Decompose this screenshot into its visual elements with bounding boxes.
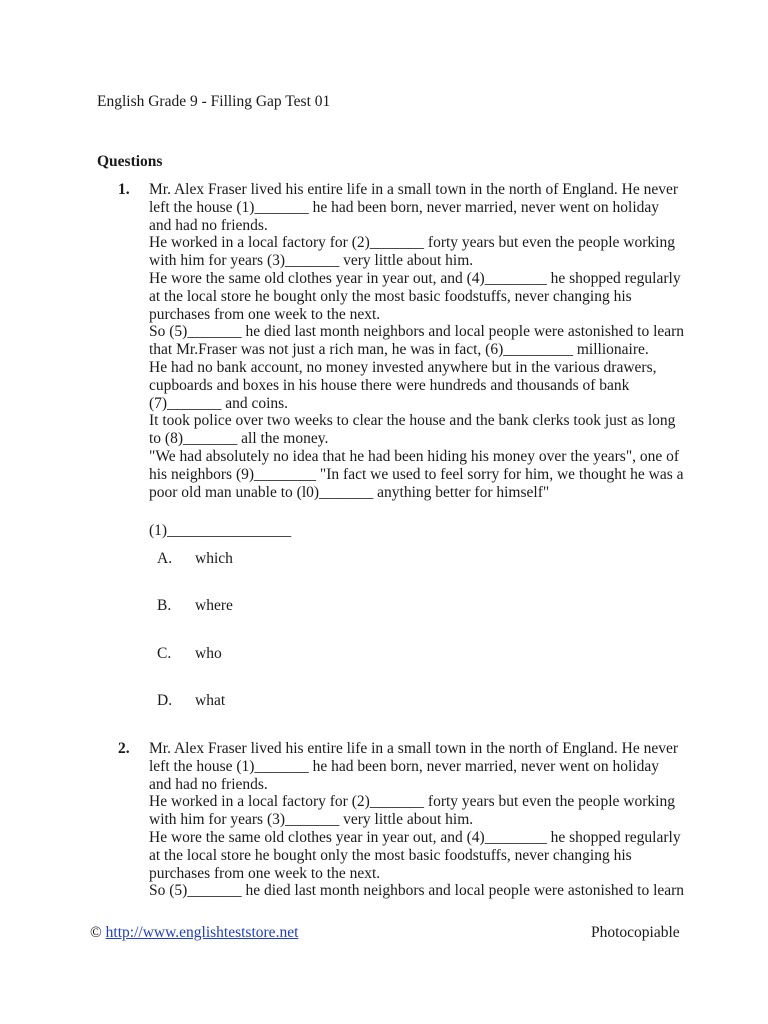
option-text: who [195,645,222,662]
option-letter: A. [157,550,173,567]
question-number: 2. [118,740,130,757]
option-b[interactable] [157,596,233,616]
passage-line: Mr. Alex Fraser lived his entire life in a small town in the north of England. He never [149,181,679,198]
option-letter: B. [157,597,172,614]
passage-line: So (5)_______ he died last month neighbors and local people were astonished to learn [149,323,685,341]
passage-line: He had no bank account, no money invested anywhere but in the various drawers, [149,358,657,376]
passage-line: his neighbors (9)________ "In fact we used to feel sorry for him, we thought he was a [149,465,684,483]
page-title: English Grade 9 - Filling Gap Test 01 [97,93,331,110]
section-heading: Questions [97,153,163,170]
option-text: where [195,597,233,614]
option-letter: C. [157,645,172,662]
option-c[interactable] [157,644,222,664]
passage-line: purchases from one week to the next. [149,864,381,882]
passage-line: with him for years (3)_______ very little about him. [149,252,474,270]
passage-line: to (8)_______ all the money. [149,430,329,448]
passage-line: at the local store he bought only the most basic foodstuffs, never changing his [149,846,632,864]
option-letter: D. [157,692,173,709]
passage-line: So (5)_______ he died last month neighbors and local people were astonished to learn [149,882,685,900]
option-text: what [195,692,226,709]
passage-line: cupboards and boxes in his house there were hundreds and thousands of bank [149,376,630,394]
passage-line: He wore the same old clothes year in year out, and (4)________ he shopped regularly [149,828,681,846]
passage-line: "We had absolutely no idea that he had been hiding his money over the years", one of [149,447,680,465]
passage-line: at the local store he bought only the most basic foodstuffs, never changing his [149,287,632,305]
passage-line: and had no friends. [149,216,268,234]
passage-line: He worked in a local factory for (2)_______ forty years but even the people working [149,234,675,252]
passage-line: He wore the same old clothes year in year out, and (4)________ he shopped regularly [149,269,681,287]
footer-copyright [90,923,298,943]
answer-blank[interactable]: (1)________________ [149,522,292,539]
footer-photocopiable: Photocopiable [591,924,680,941]
option-text: which [195,550,233,567]
website-link[interactable]: http://www.englishteststore.net [105,924,299,941]
question-passage [149,740,689,900]
passage-line: He worked in a local factory for (2)_______ forty years but even the people working [149,793,675,811]
copyright-symbol: © [90,924,102,941]
passage-line: with him for years (3)_______ very little about him. [149,811,474,829]
option-d[interactable] [157,691,225,711]
passage-line: poor old man unable to (l0)_______ anything better for himself" [149,483,550,501]
option-a[interactable] [157,549,233,569]
question-passage [149,181,689,501]
passage-line: left the house (1)_______ he had been born, never married, never went on holiday [149,757,660,775]
passage-line: purchases from one week to the next. [149,305,381,323]
passage-line: that Mr.Fraser was not just a rich man, he was in fact, (6)_________ millionaire. [149,341,649,359]
passage-line: and had no friends. [149,775,268,793]
passage-line: left the house (1)_______ he had been born, never married, never went on holiday [149,198,660,216]
question-number: 1. [118,181,130,198]
passage-line: (7)_______ and coins. [149,394,289,412]
passage-line: It took police over two weeks to clear the house and the bank clerks took just as long [149,412,676,430]
passage-line: Mr. Alex Fraser lived his entire life in a small town in the north of England. He never [149,740,679,757]
